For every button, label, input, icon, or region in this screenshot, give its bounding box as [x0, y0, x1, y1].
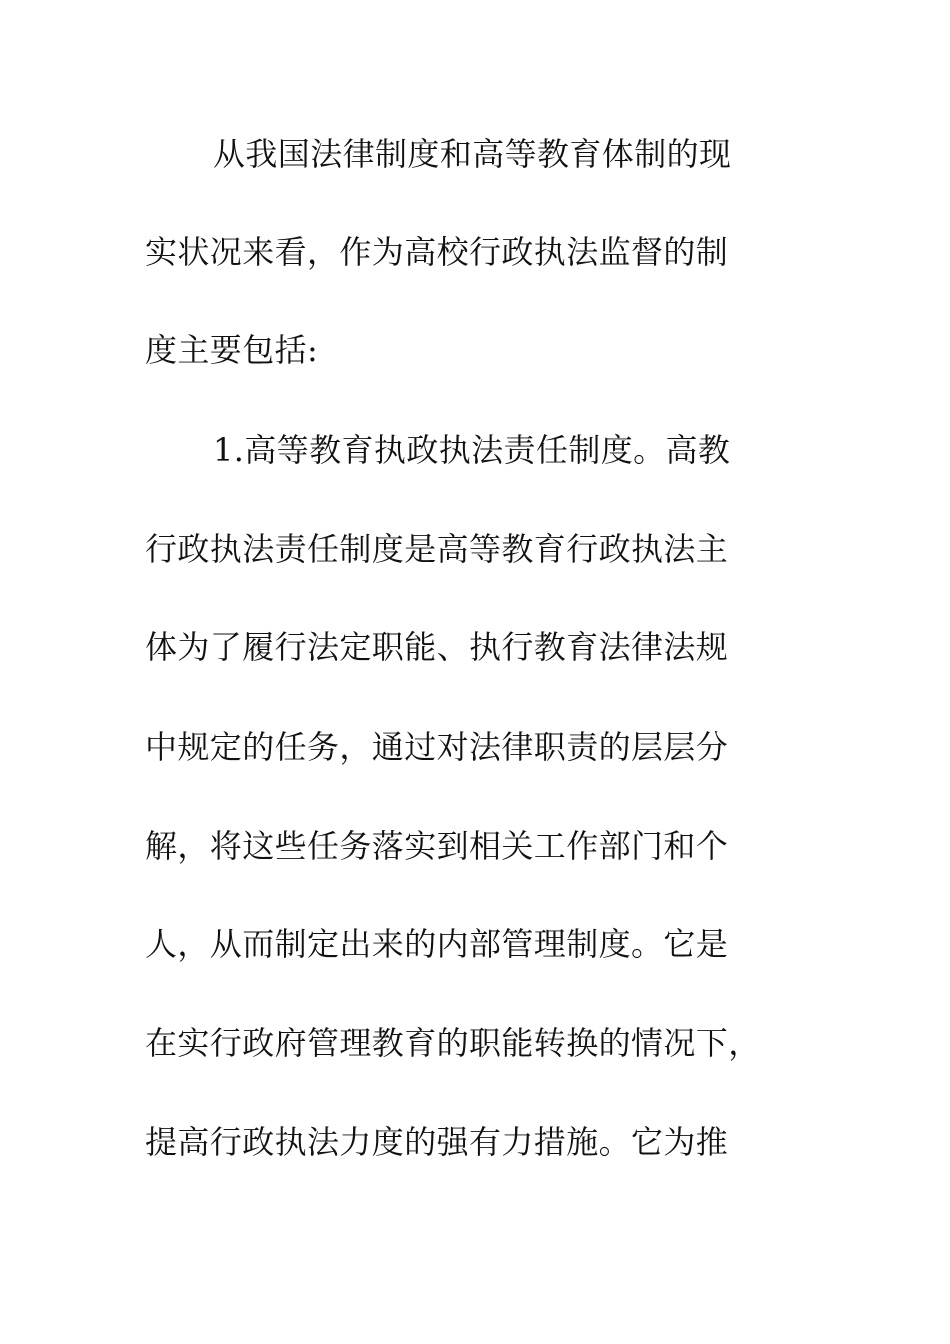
paragraph-1-line-1: 从我国法律制度和高等教育体制的现 [213, 135, 732, 173]
paragraph-2-line-2: 行政执法责任制度是高等教育行政执法主 [145, 530, 729, 568]
paragraph-2-line-7: 在实行政府管理教育的职能转换的情况下， [145, 1024, 761, 1062]
paragraph-2-line-5: 解，将这些任务落实到相关工作部门和个 [145, 827, 729, 865]
paragraph-1-line-3: 度主要包括: [145, 331, 319, 369]
paragraph-2-line-8: 提高行政执法力度的强有力措施。它为推 [145, 1123, 729, 1161]
paragraph-2-line-6: 人，从而制定出来的内部管理制度。它是 [145, 925, 729, 963]
paragraph-2-line-3: 体为了履行法定职能、执行教育法律法规 [145, 628, 729, 666]
paragraph-2-line-1: 1.高等教育执政执法责任制度。高教 [213, 431, 731, 469]
paragraph-2-line-4: 中规定的任务，通过对法律职责的层层分 [145, 728, 729, 766]
paragraph-1-line-2: 实状况来看，作为高校行政执法监督的制 [145, 233, 729, 271]
